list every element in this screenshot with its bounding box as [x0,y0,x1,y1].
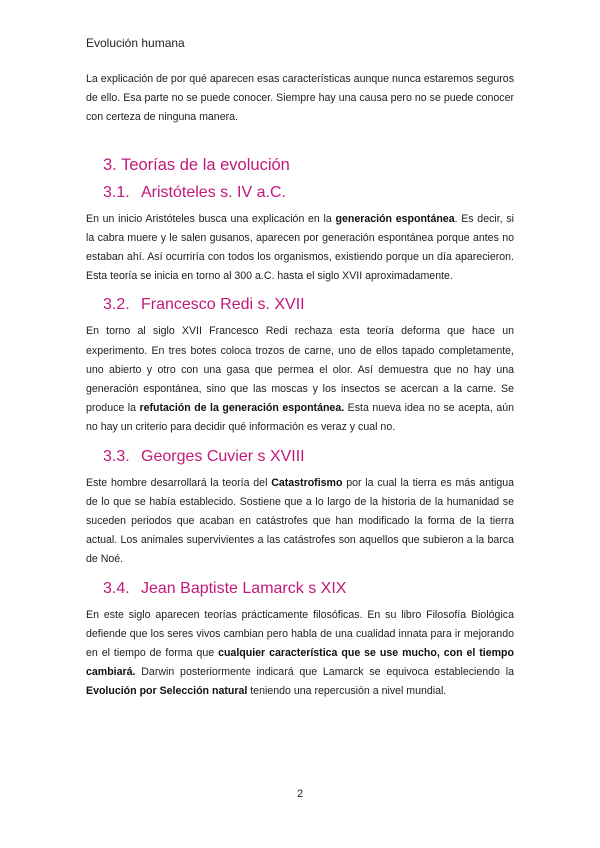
text-run: Esta nueva idea no se acepta, aún no hay un criterio para decidir qué información es veraz y cual no. [86,402,515,434]
subsection-title: Jean Baptiste Lamarck s XIX [141,579,347,597]
subsection-number: 3.1. [103,183,130,201]
text-run: En este siglo aparecen teorías prácticamente filosóficas. En su libro Filosofía Biológica defiende que los seres vivos cambian pero habla de una cualidad innata para ir mejorando en el tiempo de forma que [86,608,514,660]
intro-paragraph: La explicación de por qué aparecen esas características aunque nunca estaremos seguros de ello. Esa parte no se puede conocer. Siempre hay una causa pero no se puede conocer con certeza de ninguna manera. [86,73,514,124]
text-run: Este hombre desarrollará la teoría del [86,476,272,489]
subsection-title: Aristóteles s. IV a.C. [141,183,286,201]
paragraph-cuvier [86,474,514,570]
page-content [86,70,514,702]
text-run: . Es decir, si la cabra muere y le salen gusanos, aparecen por generación espontánea porque antes no estaban ahí. Así ocurriría con todos los organismos, existiendo porque un día aparecieron. Esta teoría se inicia en torno al 300 a.C. hasta el siglo XVII aproximadamente. [86,212,514,283]
section-heading [103,154,514,176]
text-run: En torno al siglo XVII Francesco Redi rechaza esta teoría deforma que hace un experimento. En tres botes coloca trozos de carne, uno de ellos tapado completamente, uno abierto y otro con una gasa que permea el olor. Así demuestra que no hay una generación espontánea, sino que las moscas y los insectos se acercan a la carne. Se produce la [86,325,514,415]
subsection-heading-aristoteles [103,182,514,204]
subsection-title: Georges Cuvier s XVIII [141,447,305,465]
subsection-heading-lamarck [103,578,514,600]
running-header: Evolución humana [86,36,185,50]
bold-term: cualquier característica que se use mucho, con el tiempo cambiará. [86,647,514,679]
bold-term: Catastrofismo [271,476,343,489]
section-title: Teorías de la evolución [121,155,290,174]
subsection-number: 3.2. [103,296,130,314]
subsection-title: Francesco Redi s. XVII [141,296,305,314]
section-number: 3. [103,155,117,174]
subsection-heading-cuvier [103,446,514,468]
bold-term: Evolución por Selección natural [86,685,248,698]
bold-term: generación espontánea [335,212,455,225]
text-run: teniendo una repercusión a nivel mundial. [247,685,447,698]
paragraph-lamarck [86,606,514,702]
subsection-heading-redi [103,294,514,316]
text-run: Darwin posteriormente indicará que Lamarck se equivoca estableciendo la [135,666,514,679]
paragraph-aristoteles [86,210,514,287]
bold-term: refutación de la generación espontánea. [139,402,345,415]
subsection-number: 3.4. [103,579,130,597]
page-number: 2 [296,788,304,800]
paragraph-redi [86,322,514,437]
subsection-number: 3.3. [103,447,130,465]
text-run: por la cual la tierra es más antigua de lo que se había establecido. Sostiene que a lo largo de la historia de la humanidad se suceden periodos que acaban en catástrofes que han modificado la forma de la tierra actual. Los animales supervivientes a las catástrofes son aquellos que subieron a la barca de Noé. [86,476,514,566]
text-run: En un inicio Aristóteles busca una explicación en la [86,212,336,225]
